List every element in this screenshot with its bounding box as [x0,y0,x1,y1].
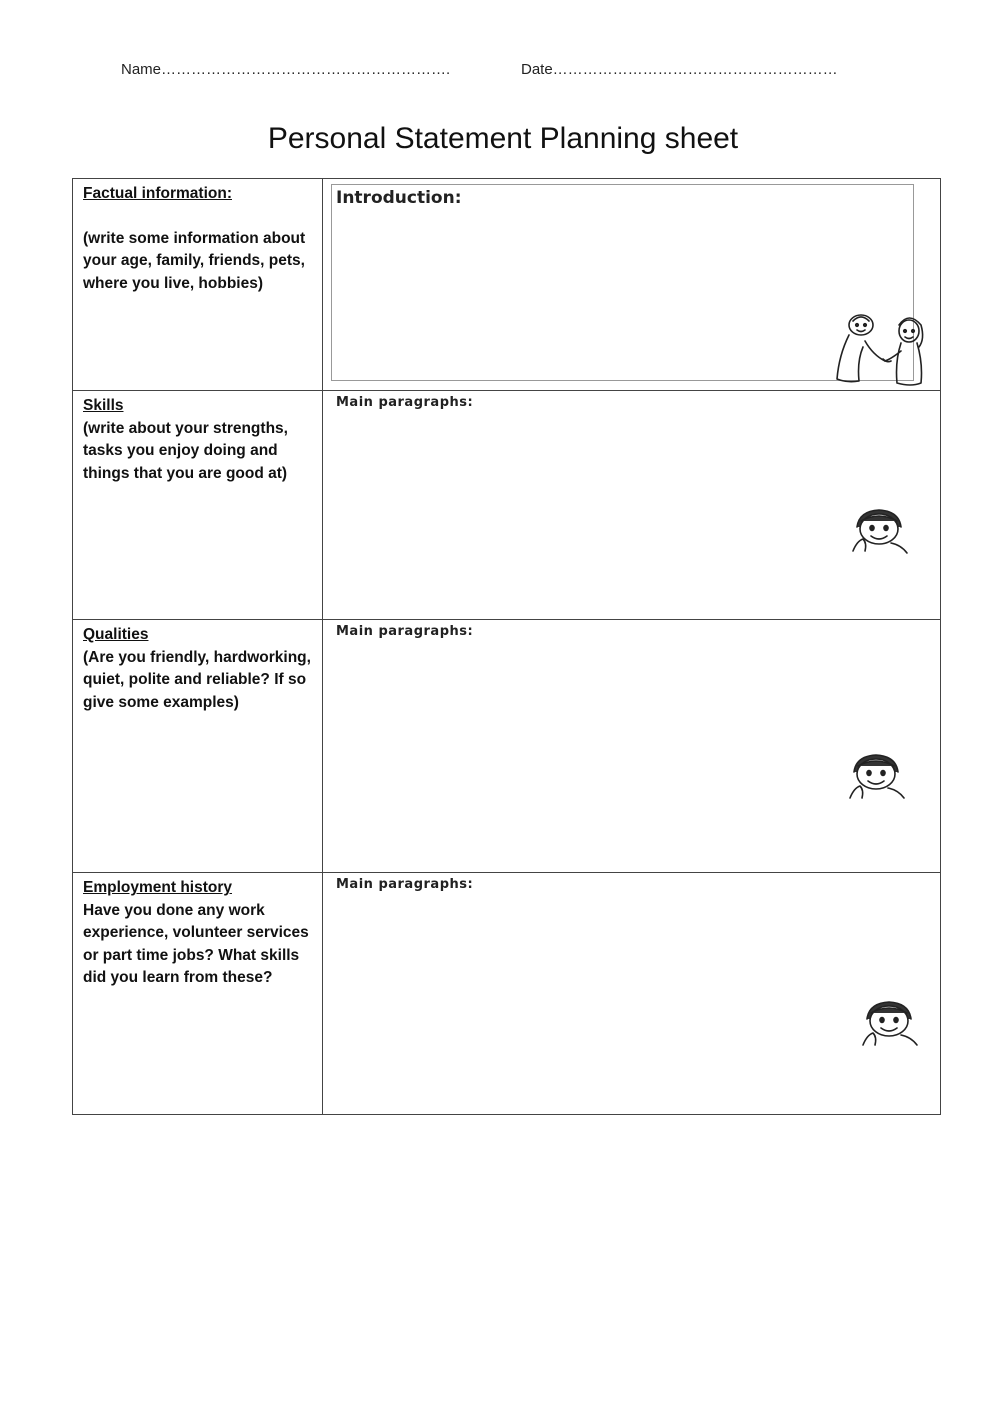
section-description: Have you done any work experience, volunteer services or part time jobs? What skills did you learn from these? [83,901,309,986]
left-cell [83,395,319,485]
section-employment-history [73,872,940,1116]
section-qualities [73,619,940,873]
section-heading: Skills [83,397,124,414]
left-cell [83,877,319,990]
two-people-cartoon-icon [831,307,931,403]
section-factual-information [73,179,940,390]
main-paragraphs-label: Main paragraphs: [336,624,474,639]
left-cell [83,624,319,714]
main-paragraphs-label: Main paragraphs: [336,395,474,410]
section-description: (write about your strengths, tasks you enjoy doing and things that you are good at) [83,419,288,482]
date-field[interactable]: Date………………………………………………… [521,61,838,78]
thinking-child-cartoon-icon [844,752,910,802]
introduction-label: Introduction: [336,188,462,208]
left-cell [83,183,319,295]
thinking-child-cartoon-icon [847,507,913,555]
section-heading: Employment history [83,879,232,896]
section-description: (write some information about your age, family, friends, pets, where you live, hobbies) [83,229,306,292]
main-paragraphs-label: Main paragraphs: [336,877,474,892]
planning-table [72,178,941,1115]
section-skills [73,390,940,620]
section-heading: Factual information: [83,185,232,202]
page-title: Personal Statement Planning sheet [267,122,739,155]
thinking-child-cartoon-icon [857,999,923,1049]
section-heading: Qualities [83,626,149,643]
introduction-writing-box[interactable] [331,184,914,381]
name-field[interactable]: Name…………………………………………………. [121,61,451,78]
section-description: (Are you friendly, hardworking, quiet, polite and reliable? If so give some examples) [83,648,311,711]
